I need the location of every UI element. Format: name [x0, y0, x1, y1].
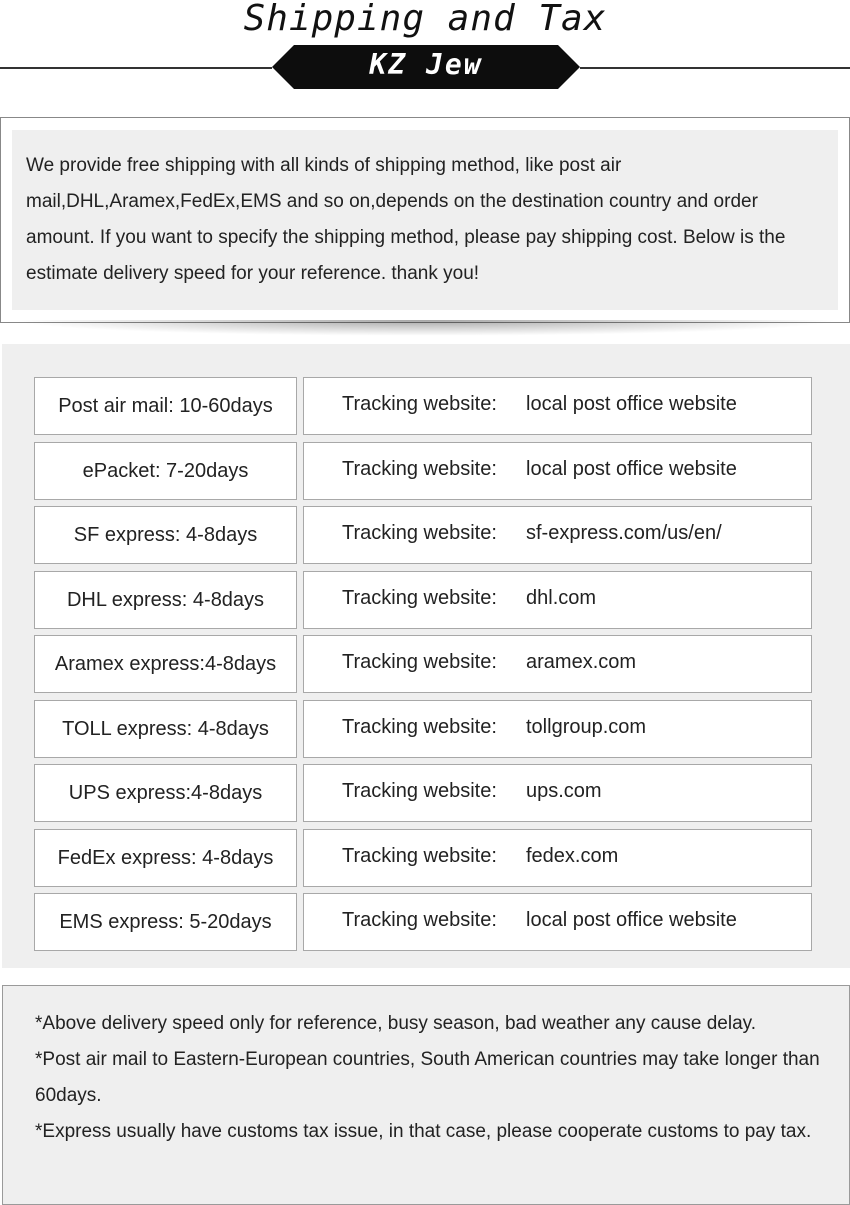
- tracking-cell: [303, 635, 812, 693]
- note-line: *Above delivery speed only for reference, busy season, bad weather any cause delay.: [35, 1013, 757, 1034]
- tracking-label: Tracking website:: [342, 651, 497, 673]
- shipping-method-cell: ePacket: 7-20days: [34, 442, 297, 500]
- tracking-website: ups.com: [526, 780, 602, 802]
- tracking-website: sf-express.com/us/en/: [526, 522, 722, 544]
- tracking-cell: [303, 764, 812, 822]
- shipping-row: [34, 571, 812, 629]
- shipping-row: [34, 377, 812, 435]
- shipping-method-cell: Post air mail: 10-60days: [34, 377, 297, 435]
- page-title: Shipping and Tax: [243, 0, 607, 39]
- shipping-method-cell: TOLL express: 4-8days: [34, 700, 297, 758]
- tracking-website: local post office website: [526, 909, 737, 931]
- shipping-method-cell: FedEx express: 4-8days: [34, 829, 297, 887]
- shipping-row: [34, 442, 812, 500]
- tracking-cell: [303, 893, 812, 951]
- tracking-label: Tracking website:: [342, 458, 497, 480]
- shipping-method-cell: DHL express: 4-8days: [34, 571, 297, 629]
- shipping-method-cell: EMS express: 5-20days: [34, 893, 297, 951]
- tracking-label: Tracking website:: [342, 587, 497, 609]
- store-name: KZ Jew: [369, 48, 483, 81]
- tracking-website: aramex.com: [526, 651, 637, 673]
- tracking-website: local post office website: [526, 393, 737, 415]
- shipping-row: [34, 893, 812, 951]
- tracking-website: local post office website: [526, 458, 737, 480]
- tracking-label: Tracking website:: [342, 780, 497, 802]
- panel-shadow: [10, 320, 840, 336]
- note-line: *Post air mail to Eastern-European countries, South American countries may take longer than 60days.: [35, 1049, 820, 1106]
- tracking-website: dhl.com: [526, 587, 597, 609]
- shipping-row: [34, 764, 812, 822]
- tracking-cell: [303, 506, 812, 564]
- tracking-label: Tracking website:: [342, 522, 497, 544]
- intro-text: We provide free shipping with all kinds of shipping method, like post air mail,DHL,Aramex,FedEx,EMS and so on,depends on the destination country and order amount. If you want to specify the shipping method, please pay shipping cost. Below is the estimate delivery speed for your reference. thank you!: [26, 155, 786, 284]
- header-rule-left: [0, 67, 272, 69]
- tracking-cell: [303, 442, 812, 500]
- shipping-row: [34, 829, 812, 887]
- intro-panel: [0, 117, 850, 323]
- notes-text: [35, 1006, 825, 1150]
- shipping-row: [34, 506, 812, 564]
- tracking-label: Tracking website:: [342, 845, 497, 867]
- tracking-label: Tracking website:: [342, 716, 497, 738]
- header-rule-right: [580, 67, 850, 69]
- notes-panel: [2, 985, 850, 1205]
- page-header: [0, 0, 850, 100]
- shipping-method-cell: Aramex express:4-8days: [34, 635, 297, 693]
- shipping-method-cell: UPS express:4-8days: [34, 764, 297, 822]
- tracking-cell: [303, 700, 812, 758]
- tracking-label: Tracking website:: [342, 909, 497, 931]
- shipping-row: [34, 700, 812, 758]
- tracking-cell: [303, 571, 812, 629]
- tracking-website: tollgroup.com: [526, 716, 647, 738]
- tracking-cell: [303, 829, 812, 887]
- note-line: *Express usually have customs tax issue, in that case, please cooperate customs to pay tax.: [35, 1121, 812, 1142]
- tracking-cell: [303, 377, 812, 435]
- tracking-website: fedex.com: [526, 845, 619, 867]
- tracking-label: Tracking website:: [342, 393, 497, 415]
- shipping-row: [34, 635, 812, 693]
- shipping-method-cell: SF express: 4-8days: [34, 506, 297, 564]
